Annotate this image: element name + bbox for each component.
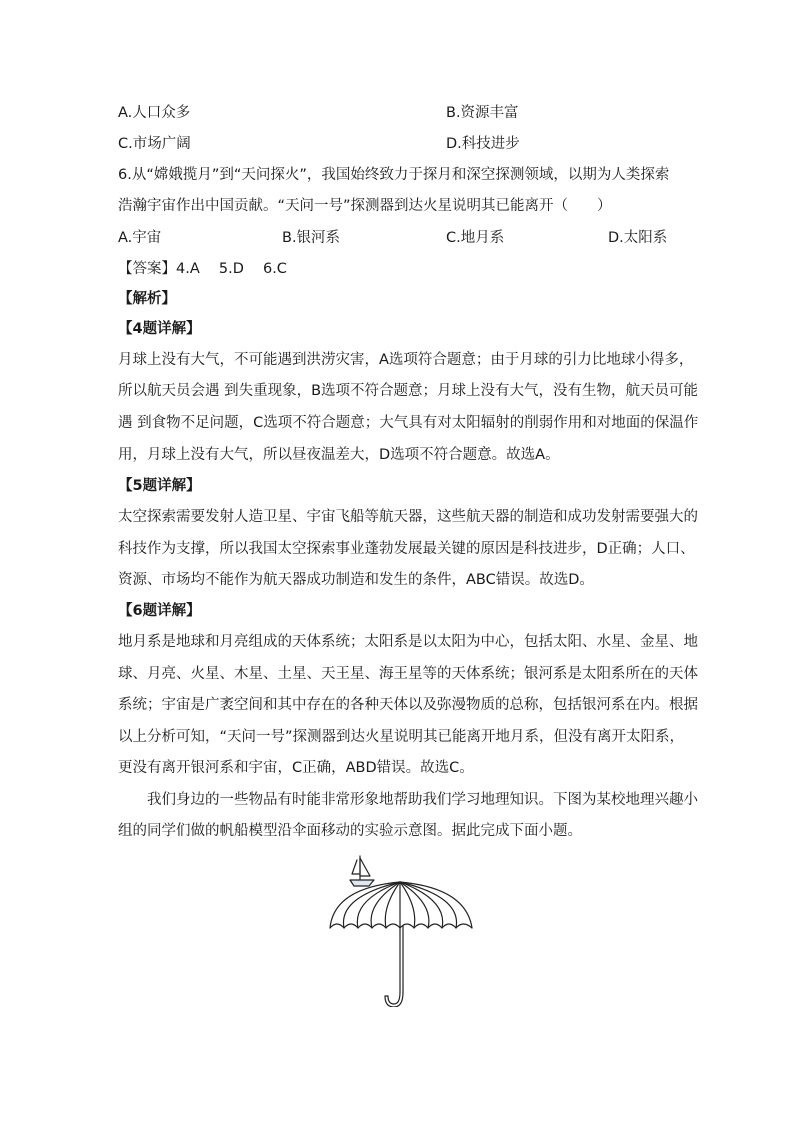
detail6-heading: 【6题详解】 (118, 603, 201, 619)
detail5-heading: 【5题详解】 (118, 478, 201, 494)
detail4-line: 遇 到食物不足问题，C选项不符合题意；大气具有对太阳辐射的削弱作用和对地面的保温作 (118, 415, 699, 431)
q6-option-d: D.太阳系 (608, 230, 668, 246)
umbrella-canopy (330, 882, 472, 928)
q6-option-b: B.银河系 (282, 230, 341, 246)
umbrella-handle (385, 926, 403, 1007)
q5-option-c: C.市场广阔 (118, 136, 191, 152)
q6-stem-line2: 浩瀚宇宙作出中国贡献。“天问一号”探测器到达火星说明其已能离开（ ） (118, 198, 612, 214)
detail4-line: 所以航天员会遇 到失重现象，B选项不符合题意；月球上没有大气，没有生物，航天员可能 (118, 383, 699, 399)
q6-stem-line1: 6.从“嫦娥揽月”到“天问探火”，我国始终致力于探月和深空探测领域，以期为人类探索 (118, 167, 670, 183)
detail5-line: 科技作为支撑，所以我国太空探索事业蓬勃发展最关键的原因是科技进步，D正确；人口、 (118, 541, 695, 557)
intro-line1: 我们身边的一些物品有时能非常形象地帮助我们学习地理知识。下图为某校地理兴趣小 (118, 792, 698, 808)
detail5-line: 资源、市场均不能作为航天器成功制造和发生的条件，ABC错误。故选D。 (118, 572, 594, 588)
answer-line: 【答案】4.A 5.D 6.C (118, 261, 287, 277)
detail6-line: 更没有离开银河系和宇宙，C正确，ABD错误。故选C。 (118, 760, 474, 776)
detail4-line: 月球上没有大气，不可能遇到洪涝灾害，A选项符合题意；由于月球的引力比地球小得多， (118, 352, 694, 368)
detail6-line: 系统；宇宙是广袤空间和其中存在的各种天体以及弥漫物质的总称，包括银河系在内。根据 (118, 697, 698, 713)
sailboat-icon (350, 856, 374, 886)
detail6-line: 以上分析可知，“天问一号”探测器到达火星说明其已能离开地月系，但没有离开太阳系， (118, 729, 685, 745)
q6-option-a: A.宇宙 (118, 230, 162, 246)
detail6-line: 球、月亮、火星、木星、土星、天王星、海王星等的天体系统；银河系是太阳系所在的天体 (118, 666, 698, 682)
q5-option-a: A.人口众多 (118, 105, 191, 121)
detail6-line: 地月系是地球和月亮组成的天体系统；太阳系是以太阳为中心，包括太阳、水星、金星、地 (118, 634, 698, 650)
analysis-heading: 【解析】 (118, 291, 176, 307)
intro-line2: 组的同学们做的帆船模型沿伞面移动的实验示意图。据此完成下面小题。 (118, 823, 582, 839)
umbrella-sailboat-illustration (326, 852, 476, 1007)
detail5-line: 太空探索需要发射人造卫星、宇宙飞船等航天器，这些航天器的制造和成功发射需要强大的 (118, 509, 698, 525)
umbrella-sailboat-figure (326, 852, 476, 1007)
detail4-heading: 【4题详解】 (118, 321, 201, 337)
q5-option-b: B.资源丰富 (446, 105, 519, 121)
q6-option-c: C.地月系 (446, 230, 505, 246)
q5-option-d: D.科技进步 (446, 136, 520, 152)
detail4-line: 用，月球上没有大气，所以昼夜温差大，D选项不符合题意。故选A。 (118, 447, 560, 463)
